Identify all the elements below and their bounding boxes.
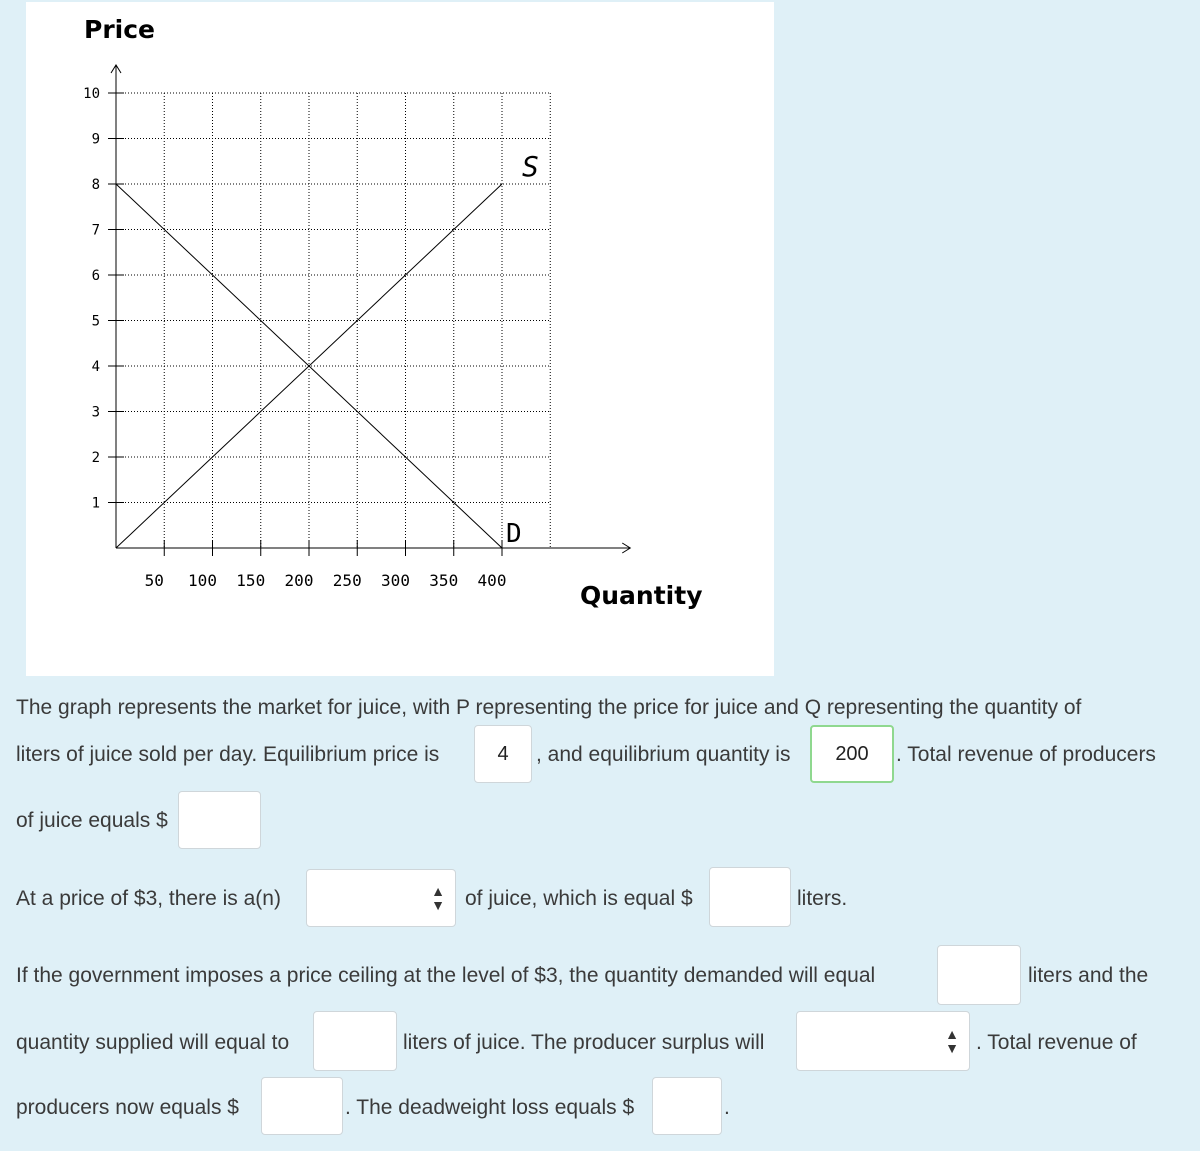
ceiling-text-2c: . Total revenue of <box>976 1031 1137 1054</box>
y-tick-label: 7 <box>91 222 100 239</box>
quantity-supplied-input[interactable] <box>313 1011 397 1071</box>
y-axis-title: Price <box>84 15 155 44</box>
question-line-1: The graph represents the market for juice, with P representing the price for juice and Q representing the quantity of <box>16 696 1082 719</box>
x-tick-label: 200 <box>284 571 314 590</box>
x-tick-label: 300 <box>381 571 410 590</box>
ceiling-text-2b: liters of juice. The producer surplus will <box>403 1031 765 1054</box>
ceiling-text-2a: quantity supplied will equal to <box>16 1031 290 1054</box>
y-tick-label: 8 <box>91 177 100 193</box>
series-label-d: D <box>506 519 522 549</box>
x-tick-label: 150 <box>236 571 266 590</box>
question-line-2a: liters of juice sold per day. Equilibrium price is <box>16 743 440 766</box>
y-tick-label: 9 <box>91 131 100 148</box>
producer-surplus-select[interactable] <box>796 1011 970 1071</box>
total-revenue-input[interactable] <box>178 791 261 849</box>
chart-panel <box>26 2 774 676</box>
up-down-arrow-icon: ▲ ▼ <box>945 1026 959 1056</box>
shortage-text-b: of juice, which is equal $ <box>465 887 693 910</box>
x-axis-title: Quantity <box>580 581 703 610</box>
x-tick-label: 100 <box>188 571 217 590</box>
shortage-surplus-select[interactable] <box>306 869 456 927</box>
shortage-amount-input[interactable] <box>709 867 791 927</box>
y-tick-label: 10 <box>83 86 100 102</box>
shortage-text-c: liters. <box>797 887 848 910</box>
equilibrium-quantity-input[interactable] <box>810 725 894 783</box>
ceiling-text-3c: . <box>724 1096 730 1119</box>
quantity-demanded-input[interactable] <box>937 945 1021 1005</box>
question-line-2c: . Total revenue of producers <box>896 743 1156 766</box>
x-tick-label: 400 <box>477 571 507 590</box>
y-tick-label: 1 <box>91 495 100 512</box>
question-line-2b: , and equilibrium quantity is <box>536 743 791 766</box>
x-tick-label: 350 <box>429 571 459 590</box>
new-revenue-input[interactable] <box>261 1077 343 1135</box>
up-down-arrow-icon: ▲ ▼ <box>431 883 445 913</box>
y-tick-label: 2 <box>91 450 100 466</box>
series-label-s: S <box>522 150 539 183</box>
x-tick-label: 250 <box>332 571 362 590</box>
question-line-3: of juice equals $ <box>16 809 168 832</box>
deadweight-loss-input[interactable] <box>652 1077 722 1135</box>
y-tick-label: 6 <box>91 268 100 284</box>
supply-demand-chart <box>26 2 774 676</box>
ceiling-text-3b: . The deadweight loss equals $ <box>345 1096 635 1119</box>
y-tick-label: 3 <box>91 404 100 421</box>
x-tick-label: 50 <box>144 571 164 590</box>
ceiling-text-3a: producers now equals $ <box>16 1096 239 1119</box>
ceiling-text-1a: If the government imposes a price ceiling at the level of $3, the quantity demanded will equal <box>16 964 876 987</box>
shortage-text-a: At a price of $3, there is a(n) <box>16 887 281 910</box>
y-tick-label: 4 <box>91 359 100 375</box>
equilibrium-price-input[interactable] <box>474 725 532 783</box>
y-tick-label: 5 <box>91 313 100 330</box>
ceiling-text-1b: liters and the <box>1028 964 1149 987</box>
